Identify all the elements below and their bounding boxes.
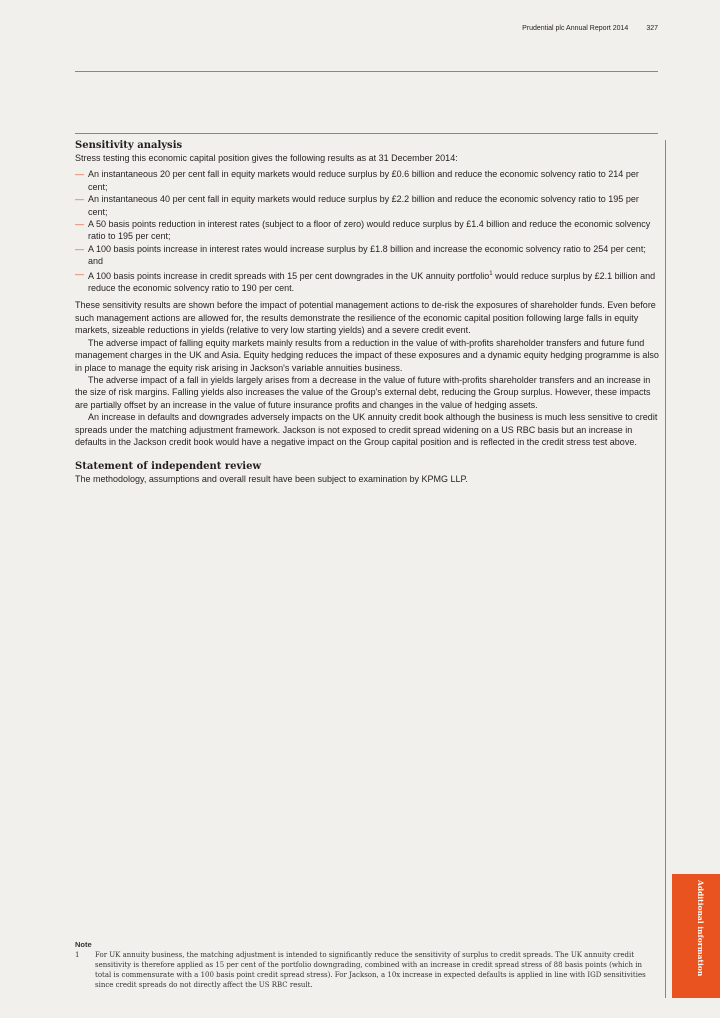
main-content bbox=[75, 139, 660, 486]
bullet-dash: — bbox=[75, 268, 84, 279]
footnotes bbox=[75, 940, 659, 990]
section-tab[interactable] bbox=[672, 874, 720, 998]
section-divider bbox=[75, 133, 658, 134]
review-heading: Statement of independent review bbox=[75, 461, 262, 473]
report-title: Prudential plc Annual Report 2014 bbox=[522, 25, 629, 32]
list-item bbox=[75, 193, 660, 218]
page-header bbox=[522, 25, 658, 32]
footnote-item bbox=[75, 950, 659, 990]
paragraph: The adverse impact of a fall in yields largely arises from a decrease in the value of future with-profits shareholder transfers and an increase in the size of risk margins. Falling yields also increases the value of the Group's external debt, reducing the Group surplus. However, these impacts are partially offset by an increase in the value of future insurance profits and changes in the value of hedging assets. bbox=[75, 374, 651, 410]
sensitivity-heading: Sensitivity analysis bbox=[75, 140, 183, 151]
list-item bbox=[75, 218, 660, 243]
column-divider bbox=[665, 140, 666, 998]
list-item bbox=[75, 243, 660, 268]
paragraph: These sensitivity results are shown before the impact of potential management actions to de-risk the exposures of shareholder funds. Even before such management actions are allowed for, the results demonstrate the resilience of the economic capital position following large falls in equity markets, sizeable reductions in yields (relative to very low starting yields) and a severe credit event. bbox=[75, 300, 656, 336]
top-divider bbox=[75, 71, 658, 72]
page-number: 327 bbox=[646, 25, 658, 32]
sensitivity-list bbox=[75, 168, 660, 294]
list-item-text: A 100 basis points increase in interest rates would increase surplus by £1.8 billion and increase the economic solvency ratio to 254 per cent; and bbox=[88, 243, 646, 267]
list-item-text: An instantaneous 40 per cent fall in equity markets would reduce surplus by £2.2 billion and reduce the economic solvency ratio to 195 per cent; bbox=[88, 194, 639, 217]
footnote-text: For UK annuity business, the matching adjustment is intended to significantly reduce the sensitivity of surplus to credit spreads. The UK annuity credit sensitivity is therefore applied as 15 per cent of the portfolio downgrading, combined with an increase in credit spread stress of 88 basis points (which in total is commensurate with a 100 basis point credit spread stress). For Jackson, a 10x increase in expected defaults is applied in line with IGD sensitivities since credit spreads do not directly affect the US RBC result. bbox=[95, 951, 646, 989]
footnote-ref: 1 bbox=[489, 270, 493, 277]
section-tab-label: Additional information bbox=[696, 880, 705, 977]
bullet-dash: — bbox=[75, 219, 84, 230]
bullet-dash: — bbox=[75, 243, 84, 254]
paragraph: The adverse impact of falling equity markets mainly results from a reduction in the value of with-profits shareholder transfers and future fund management charges in the UK and Asia. Equity hedging reduces the impact of these exposures and a dynamic equity hedging programme is also in place to manage the equity risk arising in Jackson's variable annuities business. bbox=[75, 337, 659, 373]
notes-title: Note bbox=[75, 940, 92, 949]
footnote-number: 1 bbox=[75, 951, 80, 959]
list-item-text: A 100 basis points increase in credit spreads with 15 per cent downgrades in the UK annuity portfolio bbox=[88, 270, 490, 281]
list-item-text: A 50 basis points reduction in interest rates (subject to a floor of zero) would reduce surplus by £1.4 billion and reduce the economic solvency ratio to 195 per cent; bbox=[88, 219, 651, 242]
review-body: The methodology, assumptions and overall result have been subject to examination by KPMG LLP. bbox=[75, 474, 468, 485]
list-item bbox=[75, 268, 660, 295]
list-item-text-cont: would reduce surplus by £2.1 billion and reduce the economic solvency ratio to 190 per cent. bbox=[88, 270, 656, 294]
paragraph: An increase in defaults and downgrades adversely impacts on the UK annuity credit book although the business is much less sensitive to credit spreads under the matching adjustment framework. Jackson is not exposed to credit spread widening on a US RBC basis but an increase in defaults in the Jackson credit book would have a negative impact on the Group capital position and is reflected in the credit stress test above. bbox=[75, 412, 658, 447]
sensitivity-intro: Stress testing this economic capital position gives the following results as at 31 December 2014: bbox=[75, 153, 458, 163]
bullet-dash: — bbox=[75, 194, 84, 205]
list-item bbox=[75, 168, 660, 193]
list-item-text: An instantaneous 20 per cent fall in equity markets would reduce surplus by £0.6 billion and reduce the economic solvency ratio to 214 per cent; bbox=[88, 169, 639, 192]
bullet-dash: — bbox=[75, 169, 84, 180]
